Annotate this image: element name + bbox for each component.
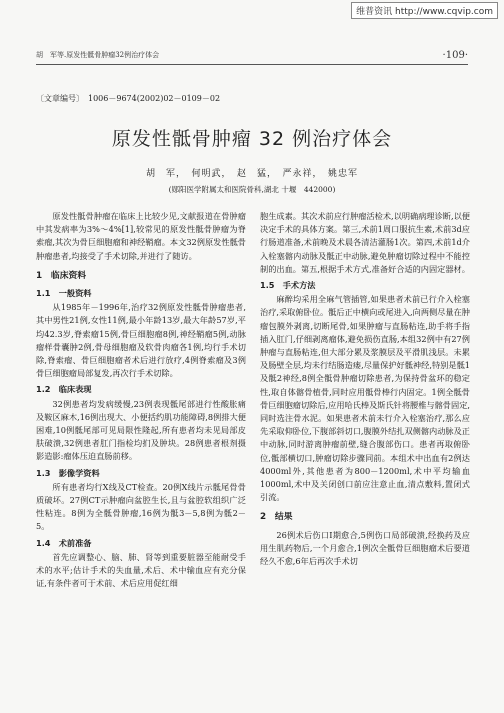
section-heading-results: 2 结果 [260,512,293,523]
subsection-heading-symptoms: 1.2 临床表现 [36,384,92,395]
paragraph-preop: 首先应调整心、脑、肺、肾等到重要脏器至能耐受手术的水平;估计手术的失血量,术后、术中输血应有充分保证,有条件者可于术前、术后应用促红细 [36,551,246,589]
article-number: 〔文章编号〕 1006－9674(2002)02－0109－02 [36,94,221,103]
paragraph-symptoms: 32例患者均发病缓慢,23例表现骶尾部进行性酸胀痛及鞍区麻木,16例出现大、小便括约肌功能障碍,8例排大便困难,10例骶尾部可见局限性隆起,所有患者均未见局部皮肤破溃,32例患者肛门指检均扪及肿块。28例患者根剂摄影造影:瘤体压迫直肠前移。 [36,398,246,462]
article-title: 原发性骶骨肿瘤 32 例治疗体会 [111,128,393,150]
intro-paragraph: 原发性骶骨肿瘤在临床上比较少见,文献报道在骨肿瘤中其发病率为3%～4%[1],较常见的原发性骶骨肿瘤为脊索瘤,其次为骨巨细胞瘤和神经鞘瘤。本文32例原发性骶骨肿瘤患者,均接受了手术切除,并进行了随访。 [36,211,246,261]
page-number: ·109· [442,50,468,61]
paragraph-surgery: 麻醉均采用全麻气管插管,如果患者术前已行介入栓塞治疗,采取俯卧位。骶后正中横向或尾进入,向两侧尽量在肿瘤包膜外剥离,切断尾骨,如果肿瘤与直肠粘连,助手将手指插入肛门,仔细剥离瘤体,避免损伤直肠,本组32例中有27例肿瘤与直肠粘连,但大部分累及浆膜层及平滑肌浅层。未累及肠壁全层,均未行结肠造瘘,尽量保护好骶神经,特别是骶1及骶2神经,8例全骶骨肿瘤切除患者,为保持骨盆环的稳定性,取自体髂骨植骨,同时应用骶骨棒行内固定。1例全骶骨骨巨细胞瘤切除后,应用哈氏棒及斯氏针将腰椎与髂骨固定,同时选注骨水泥。如果患者术前未行介入栓塞治疗,那么应先采取仰卧位,下腹部斜切口,腹膜外结扎双侧髂内动脉及正中动脉,同时游离肿瘤前壁,缝合腹部伤口。患者再取俯卧位,骶部横切口,肿瘤切除步骤同前。本组术中出血有2例达4000ml外,其他患者为800－1200ml,术中平均输血1000ml,术中及关闭创口前应注意止血,清点敷料,置闭式引流。 [260,294,470,503]
watermark: 维普资讯 http://www.cqvip.com [351,2,498,19]
subsection-heading-surgery: 1.5 手术方法 [260,280,316,291]
paragraph-results: 26例术后伤口Ⅰ期愈合,5例伤口局部破溃,经换药及应用生肌药物后,一个月愈合,1例次全骶骨巨细胞瘤术后要道经久不愈,6年后再次手术切 [260,529,470,567]
subsection-heading-preop: 1.4 术前准备 [36,537,92,548]
running-head-text: 胡 军等.原发性骶骨肿瘤32例治疗体会 [36,51,160,59]
right-column [260,210,470,568]
left-column [36,210,246,590]
author-list: 胡 军， 何明武， 赵 猛， 严永祥， 姚忠军 [145,169,358,179]
running-head [36,50,468,65]
subsection-heading-imaging: 1.3 影像学资料 [36,467,100,478]
paragraph-general: 从1985年－1996年,治疗32例原发性骶骨肿瘤患者,其中男性21例,女性11例,最小年龄13岁,最大年龄57岁,平均42.3岁,脊索瘤15例,骨巨细胞瘤8例,神经鞘瘤5例,动脉瘤样骨囊肿2例,骨母细胞瘤及软骨肉瘤各1例,均行手术切除,脊索瘤、骨巨细胞瘤者术后进行放疗,4例脊索瘤及3例骨巨细胞瘤局部复发,再次行手术切除。 [36,302,246,379]
paragraph-preop-continued: 胞生成素。其次术前应行肿瘤活检术,以明确病理诊断,以便决定手术的具体方案。第三,术前1周口服抗生素,术前3d应行肠道准备,术前晚及术晨各清洁灌肠1次。第四,术前1d介入栓塞髂内动脉及骶正中动脉,避免肿瘤切除过程中不能控制的出血。第五,根据手术方式,准备好合适的内固定器材。 [260,211,470,274]
affiliation: (郧阳医学附属太和医院骨科,湖北 十堰 442000) [168,185,336,194]
section-heading-clinical-data: 1 临床资料 [36,270,87,281]
paragraph-imaging: 所有患者均行X线及CT检查。20例X线片示骶尾骨骨质破坏。27例CT示肿瘤向盆腔生长,且与盆腔软组织广泛性粘连。8例为全骶骨肿瘤,16例为骶3－5,8例为骶2－5。 [36,481,246,532]
subsection-heading-general: 1.1 一般资料 [36,288,92,299]
